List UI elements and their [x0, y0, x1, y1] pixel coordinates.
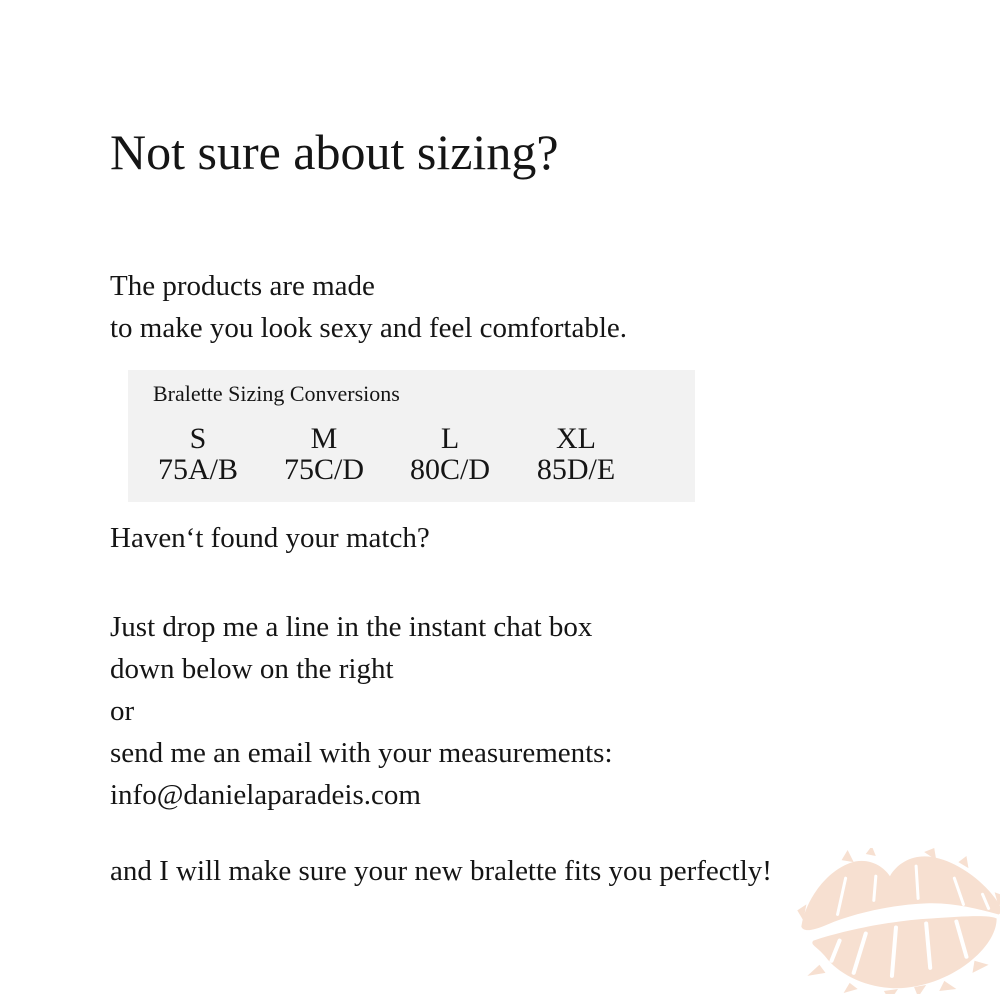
kiss-lips-icon — [795, 848, 1000, 994]
size-label: M — [310, 422, 338, 455]
size-conversion: 75C/D — [283, 453, 364, 486]
contact-line-1: Just drop me a line in the instant chat box — [110, 611, 593, 643]
match-question: Haven‘t found your match? — [110, 522, 430, 554]
contact-line-2: down below on the right — [110, 653, 394, 685]
size-column-s — [135, 423, 261, 485]
size-column-l — [387, 423, 513, 485]
size-column-m — [261, 423, 387, 485]
size-label: S — [189, 422, 207, 455]
size-label: L — [440, 422, 460, 455]
sizing-conversion-table — [128, 370, 695, 502]
intro-line-1: The products are made — [110, 270, 375, 302]
size-conversion: 80C/D — [409, 453, 490, 486]
contact-text — [110, 606, 613, 816]
size-label: XL — [556, 422, 596, 455]
table-caption: Bralette Sizing Conversions — [153, 381, 400, 406]
size-conversion: 75A/B — [157, 453, 238, 486]
contact-email: info@danielaparadeis.com — [110, 779, 421, 811]
size-conversion: 85D/E — [536, 453, 616, 486]
intro-line-2: to make you look sexy and feel comfortable. — [110, 312, 628, 344]
table-grid — [135, 423, 695, 485]
closing-text: and I will make sure your new bralette fits you perfectly! — [110, 855, 772, 887]
intro-text — [110, 265, 627, 349]
contact-line-4: send me an email with your measurements: — [110, 737, 613, 769]
contact-line-3: or — [110, 695, 135, 727]
page-title: Not sure about sizing? — [110, 124, 559, 180]
size-column-xl — [513, 423, 639, 485]
